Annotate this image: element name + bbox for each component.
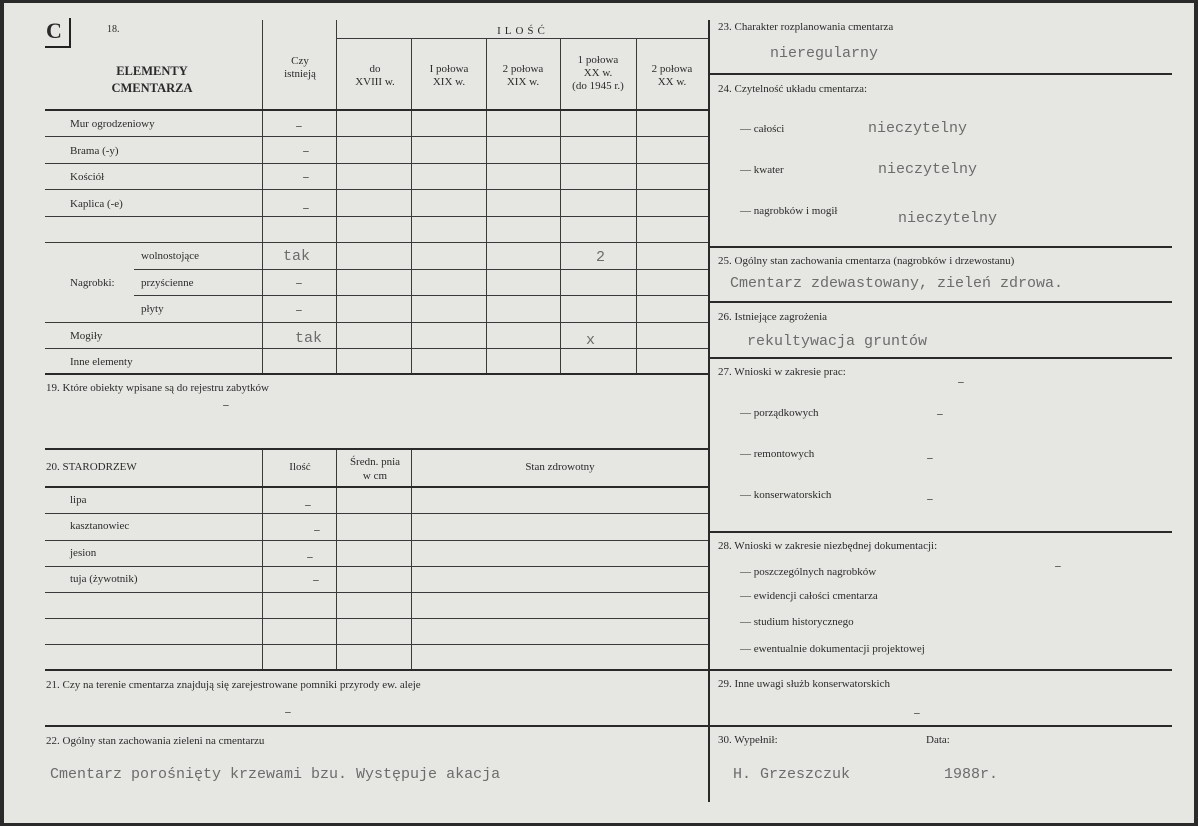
q20-col-health: Stan zdrowotny bbox=[525, 461, 595, 473]
q20-label: 20. STARODRZEW bbox=[46, 461, 137, 473]
period-4-line3: (do 1945 r.) bbox=[572, 80, 624, 92]
row-label-tombstones: Nagrobki: bbox=[70, 277, 115, 289]
grid-line bbox=[45, 448, 708, 450]
value-freestanding-exists: tak bbox=[283, 248, 311, 265]
q28-item: — ewidencji całości cmentarza bbox=[740, 590, 878, 602]
quantity-header: ILOŚĆ bbox=[497, 25, 549, 37]
grid-line bbox=[45, 486, 708, 488]
elements-title-line1: ELEMENTY bbox=[116, 64, 188, 78]
section-number: 18. bbox=[107, 24, 120, 35]
grid-line bbox=[45, 373, 708, 375]
value-slabs-exists: – bbox=[295, 303, 303, 318]
grid-line bbox=[45, 189, 708, 190]
grid-line bbox=[411, 450, 412, 670]
q28-value: – bbox=[1054, 559, 1062, 574]
period-4-line1: 1 połowa bbox=[577, 54, 619, 66]
tree-name: kasztanowiec bbox=[70, 520, 130, 532]
q21-value: – bbox=[284, 705, 292, 720]
period-5-line2: XX w. bbox=[657, 76, 687, 88]
grid-line bbox=[45, 322, 708, 323]
q30-date-label: Data: bbox=[926, 734, 950, 746]
tree-count: – bbox=[312, 573, 320, 588]
period-3-line1: 2 połowa bbox=[502, 63, 544, 75]
tree-count: – bbox=[313, 523, 321, 538]
q27-cleanup-label: — porządkowych bbox=[740, 407, 819, 419]
q23-value: nieregularny bbox=[770, 45, 879, 62]
row-label-chapel: Kaplica (-e) bbox=[70, 198, 123, 210]
value-wall-mounted-exists: – bbox=[295, 276, 303, 291]
period-5-line1: 2 połowa bbox=[651, 63, 693, 75]
q20-col-diameter-line2: w cm bbox=[362, 470, 388, 482]
q30-name-value: H. Grzeszczuk bbox=[733, 766, 851, 783]
value-graves-xx1: x bbox=[586, 332, 596, 349]
grid-line bbox=[45, 566, 708, 567]
row-label-church: Kościół bbox=[70, 171, 105, 183]
grid-line bbox=[45, 109, 708, 111]
row-label-wall-mounted: przyścienne bbox=[141, 277, 194, 289]
row-label-graves: Mogiły bbox=[70, 330, 103, 342]
tree-count: – bbox=[304, 498, 312, 513]
grid-line bbox=[710, 669, 1172, 671]
q26-value: rekultywacja gruntów bbox=[747, 333, 928, 350]
q28-item: — ewentualnie dokumentacji projektowej bbox=[740, 643, 925, 655]
q20-col-diameter-line1: Średn. pnia bbox=[349, 456, 401, 468]
q24-graves-value: nieczytelny bbox=[898, 210, 998, 227]
q27-repair-value: – bbox=[926, 451, 934, 466]
q24-whole-value: nieczytelny bbox=[868, 120, 968, 137]
grid-line bbox=[45, 348, 708, 349]
q24-whole-label: — całości bbox=[740, 123, 785, 135]
q19-label: 19. Które obiekty wpisane są do rejestru zabytków bbox=[46, 382, 269, 394]
grid-line bbox=[45, 540, 708, 541]
q29-label: 29. Inne uwagi służb konserwatorskich bbox=[718, 678, 890, 690]
grid-line bbox=[45, 163, 708, 164]
q23-label: 23. Charakter rozplanowania cmentarza bbox=[718, 21, 894, 33]
grid-line bbox=[710, 73, 1172, 75]
q24-graves-label: — nagrobków i mogił bbox=[740, 205, 838, 217]
elements-title-line2: CMENTARZA bbox=[111, 81, 193, 95]
grid-line bbox=[710, 246, 1172, 248]
period-1-line2: XVIII w. bbox=[355, 76, 395, 88]
period-1-line1: do bbox=[369, 63, 381, 75]
row-label-gate: Brama (-y) bbox=[70, 145, 119, 157]
q27-conservation-label: — konserwatorskich bbox=[740, 489, 832, 501]
grid-line bbox=[45, 242, 708, 243]
q22-value: Cmentarz porośnięty krzewami bzu. Występuje akacja bbox=[50, 766, 501, 783]
q22-label: 22. Ogólny stan zachowania zieleni na cmentarzu bbox=[46, 735, 265, 747]
grid-line bbox=[45, 725, 708, 727]
grid-line bbox=[134, 269, 708, 270]
q28-label: 28. Wnioski w zakresie niezbędnej dokumentacji: bbox=[718, 540, 938, 552]
column-divider bbox=[708, 20, 710, 802]
value-gate-exists: – bbox=[302, 144, 310, 159]
q25-label: 25. Ogólny stan zachowania cmentarza (nagrobków i drzewostanu) bbox=[718, 255, 1015, 267]
q28-item: — studium historycznego bbox=[740, 616, 854, 628]
grid-line bbox=[262, 450, 263, 670]
tree-name: tuja (żywotnik) bbox=[70, 573, 138, 585]
grid-line bbox=[45, 592, 708, 593]
q27-conservation-value: – bbox=[926, 492, 934, 507]
period-2-line1: I połowa bbox=[429, 63, 469, 75]
q30-date-value: 1988r. bbox=[944, 766, 999, 783]
value-church-exists: – bbox=[302, 170, 310, 185]
exists-header-line2: istnieją bbox=[284, 68, 316, 80]
grid-line bbox=[336, 20, 337, 373]
row-label-freestanding: wolnostojące bbox=[141, 250, 200, 262]
q29-value: – bbox=[913, 706, 921, 721]
grid-line bbox=[45, 618, 708, 619]
row-label-wall: Mur ogrodzeniowy bbox=[70, 118, 155, 130]
grid-line bbox=[710, 357, 1172, 359]
row-label-slabs: płyty bbox=[141, 303, 164, 315]
q25-value: Cmentarz zdewastowany, zieleń zdrowa. bbox=[730, 275, 1064, 292]
grid-line bbox=[710, 531, 1172, 533]
grid-line bbox=[45, 669, 708, 671]
period-4-line2: XX w. bbox=[583, 67, 613, 79]
q24-sections-label: — kwater bbox=[740, 164, 784, 176]
grid-line bbox=[262, 20, 263, 373]
grid-line bbox=[45, 513, 708, 514]
grid-line bbox=[710, 301, 1172, 303]
period-2-line2: XIX w. bbox=[432, 76, 466, 88]
q27-value: – bbox=[957, 375, 965, 390]
grid-line bbox=[45, 644, 708, 645]
value-graves-exists: tak bbox=[295, 330, 323, 347]
grid-line bbox=[45, 216, 708, 217]
q24-sections-value: nieczytelny bbox=[878, 161, 978, 178]
exists-header-line1: Czy bbox=[291, 55, 309, 67]
q19-value: – bbox=[222, 398, 230, 413]
grid-line bbox=[134, 295, 708, 296]
q20-col-count: Ilość bbox=[289, 461, 311, 473]
grid-line bbox=[710, 725, 1172, 727]
value-freestanding-xx1: 2 bbox=[596, 249, 606, 266]
grid-line bbox=[336, 450, 337, 670]
q21-label: 21. Czy na terenie cmentarza znajdują się zarejestrowane pomniki przyrody ew. aleje bbox=[46, 679, 421, 691]
q26-label: 26. Istniejące zagrożenia bbox=[718, 311, 828, 323]
value-wall-exists: – bbox=[295, 119, 303, 134]
grid-line bbox=[45, 136, 708, 137]
grid-line bbox=[336, 38, 708, 39]
q28-item: — poszczególnych nagrobków bbox=[740, 566, 877, 578]
q27-cleanup-value: – bbox=[936, 407, 944, 422]
tree-name: lipa bbox=[70, 494, 87, 506]
form-letter: C bbox=[46, 18, 62, 43]
q27-label: 27. Wnioski w zakresie prac: bbox=[718, 366, 846, 378]
value-chapel-exists: – bbox=[302, 201, 310, 216]
tree-name: jesion bbox=[70, 547, 97, 559]
q27-repair-label: — remontowych bbox=[740, 448, 815, 460]
period-3-line2: XIX w. bbox=[506, 76, 540, 88]
q30-filled-by-label: 30. Wypełnił: bbox=[718, 734, 778, 746]
q24-label: 24. Czytelność układu cmentarza: bbox=[718, 83, 868, 95]
row-label-other-elements: Inne elementy bbox=[70, 356, 133, 368]
tree-count: – bbox=[306, 550, 314, 565]
